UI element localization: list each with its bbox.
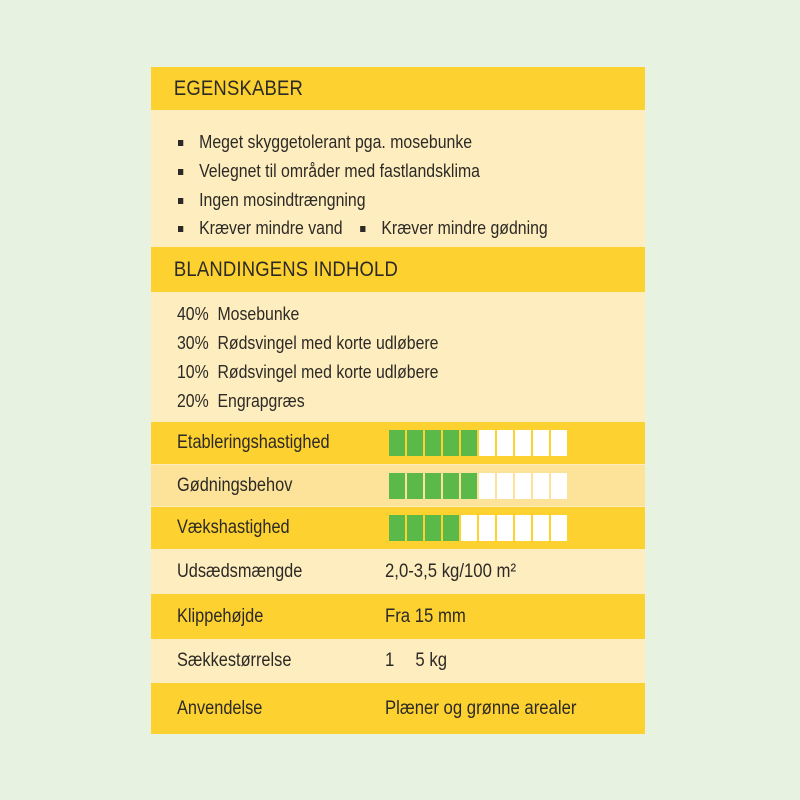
spec-row-saek (151, 639, 645, 683)
rating-label: Gødningsbehov (177, 474, 293, 496)
meter-cell-empty (533, 473, 549, 499)
rating-meter (389, 430, 567, 456)
mixture-percent: 10% (177, 362, 209, 382)
list-item-text: Meget skyggetolerant pga. mosebunke (199, 132, 473, 152)
meter-cell-empty (533, 515, 549, 541)
meter-cell-filled (389, 515, 405, 541)
rating-label: Etableringshastighed (177, 432, 330, 453)
spec-label: Klippehøjde (177, 605, 264, 627)
meter-cell-empty (497, 430, 513, 456)
mixture-name: Mosebunke (217, 304, 300, 324)
mixture-item (177, 362, 438, 383)
mixture-percent: 20% (177, 391, 209, 411)
spec-label: Anvendelse (177, 697, 263, 719)
meter-cell-empty (461, 515, 477, 541)
mixture-item (177, 304, 299, 325)
mixture-item (177, 391, 305, 412)
spec-row-udsaed (151, 550, 645, 594)
spec-value: Fra 15 mm (385, 605, 466, 627)
meter-cell-empty (515, 515, 531, 541)
blanding-heading: BLANDINGENS INDHOLD (173, 257, 399, 281)
list-item (178, 218, 548, 239)
list-item (178, 161, 480, 182)
meter-cell-empty (533, 430, 549, 456)
bullet-icon (178, 226, 183, 232)
spec-value (385, 639, 447, 683)
meter-cell-empty (497, 473, 513, 499)
bullet-icon (178, 140, 183, 146)
blanding-header (151, 247, 645, 292)
egenskaber-heading: EGENSKABER (173, 76, 303, 100)
spec-row-anvendelse (151, 683, 645, 734)
meter-cell-empty (497, 515, 513, 541)
rating-row-etablering (151, 422, 645, 464)
meter-cell-filled (407, 430, 423, 456)
list-item-text: Kræver mindre vand (199, 218, 343, 238)
spec-label: Sækkestørrelse (177, 650, 292, 671)
meter-cell-empty (479, 473, 495, 499)
meter-cell-filled (425, 515, 441, 541)
meter-cell-empty (515, 473, 531, 499)
list-item (178, 190, 366, 211)
list-item-text: Ingen mosindtrængning (199, 190, 366, 210)
meter-cell-filled (407, 515, 423, 541)
spec-value-b: 5 kg (415, 650, 448, 671)
rating-label: Vækshastighed (177, 517, 290, 538)
bullet-icon (178, 169, 183, 175)
meter-cell-filled (461, 430, 477, 456)
meter-cell-filled (389, 473, 405, 499)
meter-cell-empty (551, 473, 567, 499)
meter-cell-empty (551, 430, 567, 456)
spec-value: Plæner og grønne arealer (385, 697, 577, 719)
product-info-card (151, 67, 645, 734)
spec-value: 2,0-3,5 kg/100 m² (385, 561, 517, 582)
spec-row-klippe (151, 594, 645, 639)
meter-cell-filled (443, 515, 459, 541)
meter-cell-empty (515, 430, 531, 456)
meter-cell-filled (389, 430, 405, 456)
list-item-text: Velegnet til områder med fastlandsklima (199, 161, 480, 181)
meter-cell-empty (479, 430, 495, 456)
meter-cell-filled (425, 473, 441, 499)
rating-row-vaekst (151, 507, 645, 549)
mixture-name: Rødsvingel med korte udløbere (217, 333, 439, 353)
rating-meter (389, 473, 567, 499)
bullet-icon (360, 226, 365, 232)
bullet-icon (178, 198, 183, 204)
meter-cell-filled (407, 473, 423, 499)
mixture-item (177, 333, 438, 354)
meter-cell-filled (461, 473, 477, 499)
spec-value-a: 1 (385, 650, 395, 671)
meter-cell-filled (443, 473, 459, 499)
mixture-percent: 30% (177, 333, 209, 353)
list-item (178, 132, 472, 153)
meter-cell-empty (551, 515, 567, 541)
mixture-percent: 40% (177, 304, 209, 324)
rating-meter (389, 515, 567, 541)
egenskaber-header (151, 67, 645, 110)
list-item-text: Kræver mindre gødning (381, 218, 548, 238)
meter-cell-filled (443, 430, 459, 456)
meter-cell-empty (479, 515, 495, 541)
mixture-name: Rødsvingel med korte udløbere (217, 362, 439, 382)
rating-row-godning (151, 465, 645, 506)
spec-label: Udsædsmængde (177, 561, 303, 582)
blanding-list (151, 292, 645, 422)
mixture-name: Engrapgræs (217, 391, 305, 411)
meter-cell-filled (425, 430, 441, 456)
egenskaber-list (151, 110, 645, 247)
